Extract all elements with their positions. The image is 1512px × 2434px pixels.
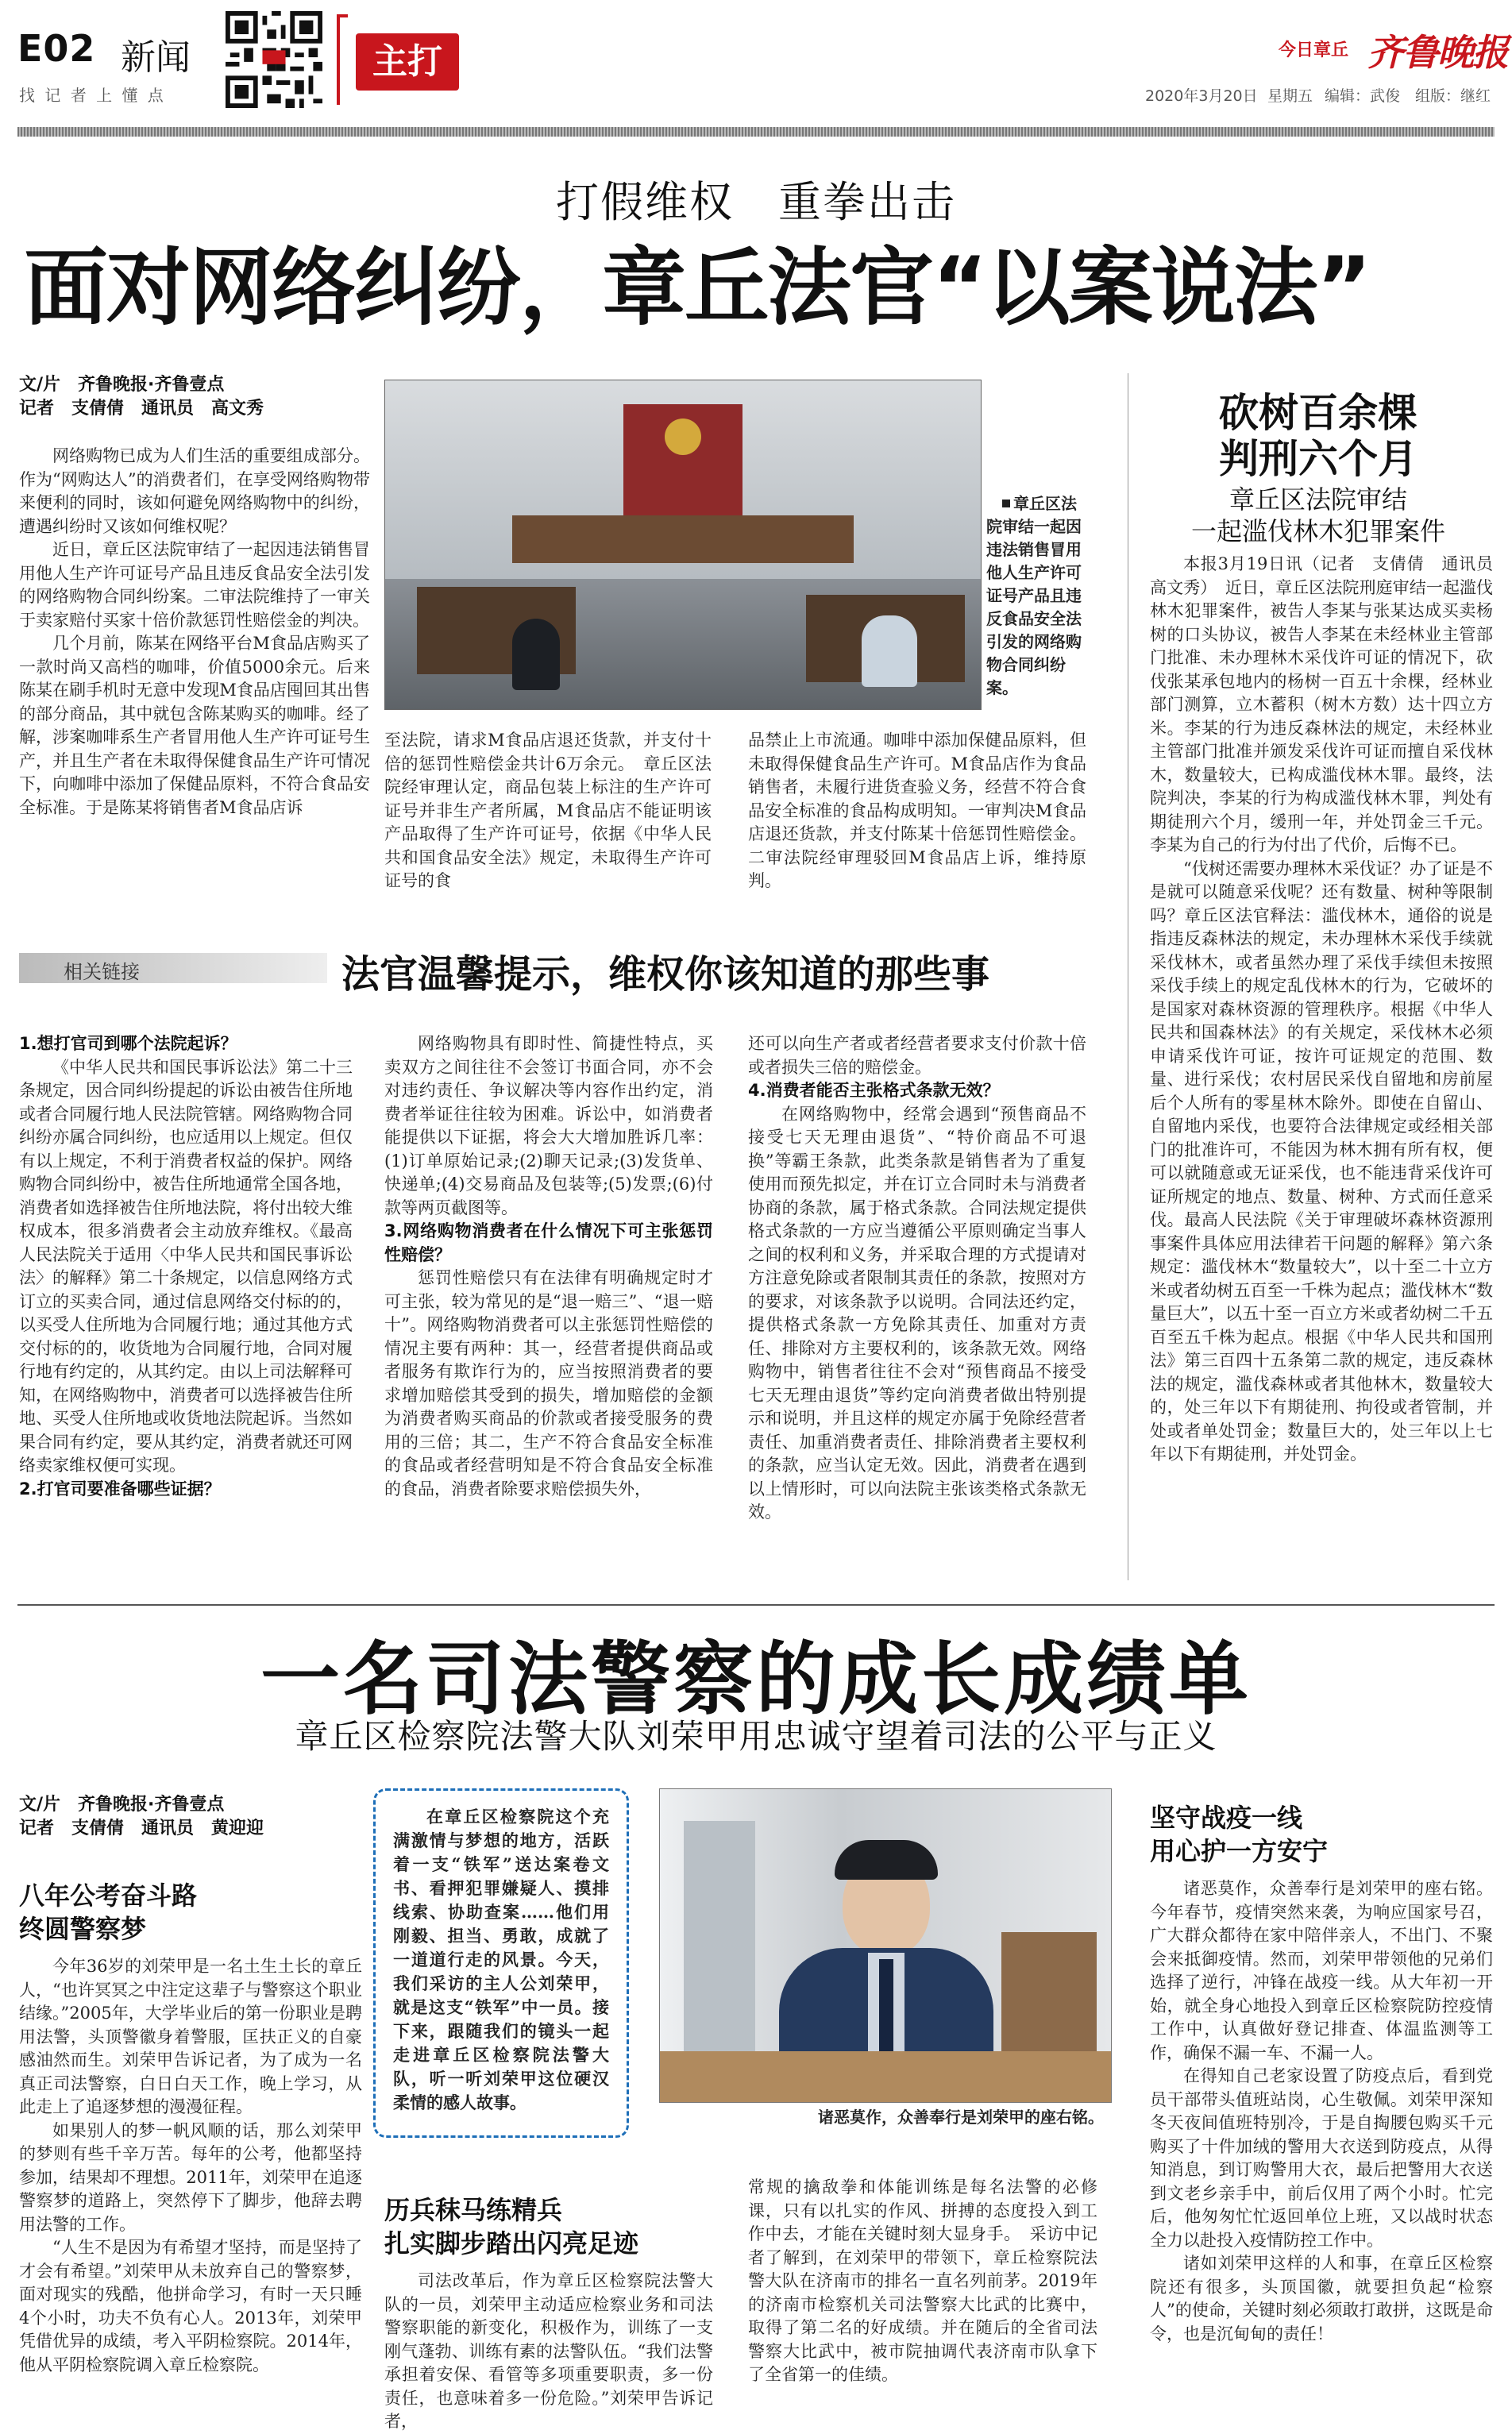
related-answer: 《中华人民共和国民事诉讼法》第二十三条规定，因合同纠纷提起的诉讼由被告住所地或者合同履行地人民法院管辖。网络购物合同纠纷亦属合同纠纷，也应适用以上规定。但仅有以上规定，不利于消费者权益的保护。网络购物合同纠纷中，被告住所地通常全国各地，消费者如选择被告住所地法院，将付出较大维权成本，很多消费者会主动放弃维权。《最高人民法院关于适用〈中华人民共和国民事诉讼法〉的解释》第二十条规定，以信息网络方式订立的买卖合同，通过信息网络交付标的的，以买受人住所地为合同履行地；通过其他方式交付标的的，收货地为合同履行地，合同对履行地有约定的，从其约定。由以上司法解释可知，在网络购物中，消费者可以选择被告住所地、买受人住所地或收货地法院起诉。当然如果合同有约定，要从其约定，消费者就还可网络卖家维权便可实现。	[19, 1057, 353, 1475]
page-number: E02	[17, 27, 96, 70]
header-subtitle: 找 记 者 上 懂 点	[19, 86, 166, 105]
related-answer: 还可以向生产者或者经营者要求支付价款十倍或者损失三倍的赔偿金。	[748, 1034, 1086, 1077]
story1-lead-para: 几个月前，陈某在网络平台M食品店购买了一款时尚又高档的咖啡，价值5000余元。后来陈某在刷手机时无意中发现M食品店囤回其出售的部分商品，其中就包含陈某购买的咖啡。经了解，涉案咖啡系生产者冒用他人生产许可证号生产，并且生产者在未取得保健食品生产许可情况下，向咖啡中添加了保健品原料，不符合食品安全标准。于是陈某将销售者M食品店诉	[19, 634, 370, 817]
story2-sec2-col2	[748, 2176, 1097, 2420]
story2-sec3-body	[1150, 1877, 1493, 2420]
caption-text: 章丘区法院审结一起因违法销售冒用他人生产许可证号产品且违反食品安全法引发的网络购物合同纠纷案。	[986, 494, 1082, 697]
story2-subhead: 章丘区检察院法警大队刘荣甲用忠诚守望着司法的公平与正义	[295, 1717, 1217, 1756]
story1-col2	[384, 729, 712, 897]
story2-sec2-col1	[384, 2270, 713, 2431]
story1-byline-line2: 记者 支倩倩 通讯员 高文秀	[19, 399, 264, 419]
story2-top-rule	[17, 1604, 1495, 1606]
story1-kicker: 打假维权 重拳出击	[556, 177, 956, 227]
story2-para: 诸如刘荣甲这样的人和事，在章丘区检察院还有很多，头顶国徽，就要担负起“检察人”的使命，关键时刻必须敢打敢拼，这既是命令，也是沉甸甸的责任！	[1150, 2254, 1493, 2343]
story2-sec3-title-2: 用心护一方安宁	[1150, 1836, 1329, 1866]
story2-byline-line2: 记者 支倩倩 通讯员 黄迎迎	[19, 1819, 264, 1838]
story1-headline: 面对网络纠纷，章丘法官“以案说法”	[24, 239, 1371, 337]
story2-para: 诸恶莫作，众善奉行是刘荣甲的座右铭。今年春节，疫情突然来袭，为响应国家号召，广大群众都待在家中陪伴亲人，不出门、不聚会来抵御疫情。然而，刘荣甲带领他的兄弟们选择了逆行，冲锋在战疫一线。从大年初一开始，就全身心地投入到章丘区检察院防控疫情工作中，认真做好登记排查、体温监测等工作，确保不漏一车、不漏一人。	[1150, 1879, 1493, 2062]
story1-col3	[748, 729, 1086, 897]
related-answer: 惩罚性赔偿只有在法律有明确规定时才可主张，较为常见的是“退一赔三”、“退一赔十”。网络购物消费者可以主张惩罚性赔偿的情况主要有两种：其一，经营者提供商品或者服务有欺诈行为的，应当按照消费者的要求增加赔偿其受到的损失，增加赔偿的金额为消费者购买商品的价款或者接受服务的费用的三倍；其二，生产不符合食品安全标准的食品或者经营明知是不符合食品安全标准的食品，消费者除要求赔偿损失外，	[384, 1268, 713, 1499]
story1-col2-text: 至法院，请求M食品店退还货款，并支付十倍的惩罚性赔偿金共计6万余元。 章丘区法院经审理认定，商品包装上标注的生产许可证号并非生产者所属，M食品店不能证明该产品取得了生产许可证号，依据《中华人民共和国食品安全法》规定，未取得生产许可证号的食	[384, 731, 712, 890]
today-label: 今日章丘	[1279, 41, 1349, 60]
officer-photo	[659, 1788, 1112, 2103]
story1-col3-text: 品禁止上市流通。咖啡中添加保健品原料，但未取得保健食品生产许可。M食品店作为食品销售者，未履行进货查验义务，经营不符合食品安全标准的食品构成明知。一审判决M食品店退还货款，并支付陈某十倍惩罚性赔偿金。二审法院经审理驳回M食品店上诉，维持原判。	[748, 731, 1086, 890]
side-story-title-1: 砍树百余棵	[1219, 390, 1418, 436]
story2-para: 常规的擒敌拳和体能训练是每名法警的必修课，只有以扎实的作风、拼搏的态度投入到工作中去，才能在关键时刻大显身手。 采访中记者了解到，在刘荣甲的带领下，章丘检察院法警大队在济南市的排名一直名列前茅。2019年的济南市检察机关司法警察大比武的比赛中，取得了第二名的好成绩。并在随后的全省司法警察大比武中，被市院抽调代表济南市队拿下了全省第一的佳绩。	[748, 2177, 1097, 2384]
courtroom-photo	[384, 380, 982, 710]
related-question: 2.打官司要准备哪些证据？	[19, 1479, 221, 1499]
story2-para: 如果别人的梦一帆风顺的话，那么刘荣甲的梦则有些千辛万苦。每年的公考，他都坚持参加，结果却不理想。2011年，刘荣甲在追逐警察梦的道路上，突然停下了脚步，他辞去聘用法警的工作。	[19, 2120, 362, 2234]
courtroom-photo-caption	[986, 492, 1086, 700]
section-bracket	[337, 14, 348, 105]
side-story-para: “伐树还需要办理林木采伐证？办了证是不是就可以随意采伐呢？还有数量、树种等限制吗？章丘区法官释法：滥伐林木，通俗的说是指违反森林法的规定，未办理林木采伐手续就采伐林木，或者虽然办理了采伐手续但未按照采伐手续上的规定乱伐林木的行为，它破坏的是国家对森林资源的管理秩序。根据《中华人民共和国森林法》的有关规定，采伐林木必须申请采伐许可证，按许可证规定的范围、数量、进行采伐；农村居民采伐自留地和房前屋后个人所有的零星林木除外。即使在自留山、自留地内采伐，也要符合法律规定或经相关部门的批准许可，不能因为林木拥有所有权，便可以就随意或无证采伐，也不能违背采伐许可证所规定的地点、数量、树种、方式而任意采伐。最高人民法院《关于审理破坏森林资源刑事案件具体应用法律若干问题的解释》第六条规定：滥伐林木“数量较大”，以十至二十立方米或者幼树五百至一千株为起点；滥伐林木“数量巨大”，以五十至一百立方米或者幼树二千五百至五千株为起点。根据《中华人民共和国刑法》第三百四十五条第二款的规定，违反森林法的规定，滥伐森林或者其他林木，数量较大的，处三年以下有期徒刑、拘役或者管制，并处或者单处罚金；数量巨大的，处三年以上七年以下有期徒刑，并处罚金。	[1150, 858, 1493, 1464]
story2-sec2-title-2: 扎实脚步踏出闪亮足迹	[384, 2228, 639, 2258]
story2-sec1-title-2: 终圆警察梦	[19, 1914, 147, 1944]
side-story-body	[1150, 553, 1510, 1585]
related-question: 3.网络购物消费者在什么情况下可主张惩罚性赔偿？	[384, 1221, 713, 1264]
side-story-subtitle-2: 一起滥伐林木犯罪案件	[1190, 516, 1445, 546]
story2-para: 今年36岁的刘荣甲是一名土生土长的章丘人，“也许冥冥之中注定这辈子与警察这个职业结缘。”2005年，大学毕业后的第一份职业是聘用法警，头顶警徽身着警服，匡扶正义的自豪感油然而生。刘荣甲告诉记者，为了成为一名真正司法警察，白日白天工作，晚上学习，从此走上了追逐梦想的漫漫征程。	[19, 1957, 362, 2116]
story2-headline: 一名司法警察的成长成绩单	[260, 1633, 1252, 1726]
side-story-para: 本报3月19日讯（记者 支倩倩 通讯员 高文秀） 近日，章丘区法院刑庭审结一起滥伐林木犯罪案件，被告人李某与张某达成买卖杨树的口头协议，被告人李某在未经林业主管部门批准、未办理林木采伐许可证的情况下，砍伐张某承包地内的杨树一百五十余棵，经林业部门测算，立木蓄积（树木方数）达十四立方米。李某的行为违反森林法的规定，未经林业主管部门批准并颁发采伐许可证而擅自采伐林木，数量较大，已构成滥伐林木罪。最终，法院判决，李某的行为构成滥伐林木罪，判处有期徒刑六个月，缓刑一年，并处罚金三千元。李某为自己的行为付出了代价，后悔不已。	[1150, 554, 1510, 854]
story1-byline-line1: 文/片 齐鲁晚报·齐鲁壹点	[19, 375, 225, 395]
header-rule	[17, 127, 1495, 137]
qr-code-icon	[226, 11, 322, 108]
story1-lead-para: 网络购物已成为人们生活的重要组成部分。作为“网购达人”的消费者们，在享受网络购物带来便利的同时，该如何避免网络购物中的纠纷，遭遇纠纷时又该如何维权呢？	[19, 446, 370, 536]
related-title: 法官温馨提示，维权你该知道的那些事	[341, 952, 990, 997]
side-story-subtitle-1: 章丘区法院审结	[1228, 484, 1407, 515]
issue-weekday: 星期五	[1267, 87, 1313, 105]
story2-sec2-title-1: 历兵秣马练精兵	[384, 2195, 563, 2225]
related-col3	[748, 1032, 1086, 1572]
section-name: 新闻	[121, 37, 191, 78]
story2-para: 在得知自己老家设置了防疫点后，看到党员干部带头值班站岗，心生敬佩。刘荣甲深知冬天夜间值班特别冷，于是自掏腰包购买千元购买了十件加绒的警用大衣送到防疫点，从得知消息，到订购警用大衣，最后把警用大衣送到文老乡亲手中，前后仅用了两个小时。忙完后，他匆匆忙忙返回单位上班，又以战时状态全力以赴投入疫情防控工作中。	[1150, 2066, 1493, 2250]
story1-byline	[19, 373, 368, 421]
related-question: 1.想打官司到哪个法院起诉？	[19, 1034, 237, 1053]
section-tag: 主打	[356, 33, 459, 91]
story1-lead-para: 近日，章丘区法院审结了一起因违法销售冒用他人生产许可证号产品且违反食品安全法引发的网络购物合同纠纷案。二审法院维持了一审关于卖家赔付买家十倍价款惩罚性赔偿金的判决。	[19, 540, 370, 630]
related-col2	[384, 1032, 713, 1572]
officer-photo-caption: 诸恶莫作，众善奉行是刘荣甲的座右铭。	[818, 2108, 1104, 2127]
brand-logo: 齐鲁晚报	[1367, 31, 1507, 74]
story2-sec1-body	[19, 1955, 362, 2419]
intro-box-text: 在章丘区检察院这个充满激情与梦想的地方，活跃着一支“铁军”送达案卷文书、看押犯罪嫌疑人、摸排线索、协助查案……他们用刚毅、担当、勇敢，成就了一道道行走的风景。今天，我们采访的主人公刘荣甲，就是这支“铁军”中一员。接下来，跟随我们的镜头一起走进章丘区检察院法警大队，听一听刘荣甲这位硬汉柔情的感人故事。	[393, 1807, 609, 2112]
story2-para: “人生不是因为有希望才坚持，而是坚持了才会有希望。”刘荣甲从未放弃自己的警察梦，面对现实的残酷，他拼命学习，有时一天只睡4个小时，功夫不负有心人。2013年，刘荣甲凭借优异的成绩，考入平阴检察院。2014年，他从平阴检察院调入章丘检察院。	[19, 2238, 362, 2374]
related-answer: 在网络购物中，经常会遇到“预售商品不接受七天无理由退货”、“特价商品不可退换”等霸王条款，此类条款是销售者为了重复使用而预先拟定，并在订立合同时未与消费者协商的条款，属于格式条款。合同法规定提供格式条款的一方应当遵循公平原则确定当事人之间的权利和义务，并采取合理的方式提请对方注意免除或者限制其责任的条款，按照对方的要求，对该条款予以说明。合同法还约定，提供格式条款一方免除其责任、加重对方责任、排除对方主要权利的，该条款无效。网络购物中，销售者往往不会对“预售商品不接受七天无理由退货”等约定向消费者做出特别提示和说明，并且这样的规定亦属于免除经营者责任、加重消费者责任、排除消费者主要权利的条款，应当认定无效。因此，消费者在遇到以上情形时，可以向法院主张该类格式条款无效。	[748, 1104, 1086, 1522]
story1-lead	[19, 445, 370, 896]
side-story-title-2: 判刑六个月	[1219, 436, 1418, 482]
story2-byline	[19, 1793, 368, 1841]
story2-sec1-title-1: 八年公考奋斗路	[19, 1880, 198, 1911]
related-label: 相关链接	[64, 961, 140, 983]
story2-sec3-title-1: 坚守战疫一线	[1150, 1803, 1303, 1833]
editor-credit: 编辑：武俊	[1325, 87, 1401, 105]
related-col1	[19, 1032, 353, 1572]
related-question: 4.消费者能否主张格式条款无效？	[748, 1081, 1000, 1100]
related-answer: 网络购物具有即时性、简捷性特点，买卖双方之间往往不会签订书面合同，亦不会对违约责任、争议解决等内容作出约定，消费者举证往往较为困难。诉讼中，如消费者能提供以下证据，将会大大增加胜诉几率：(1)订单原始记录;(2)聊天记录;(3)发货单、快递单;(4)交易商品及包装等;(5)发票;(6)付款等两页截图等。	[384, 1034, 713, 1217]
intro-box	[373, 1788, 629, 2138]
story2-byline-line1: 文/片 齐鲁晚报·齐鲁壹点	[19, 1795, 225, 1815]
story2-para: 司法改革后，作为章丘区检察院法警大队的一员，刘荣甲主动适应检察业务和司法警察职能的新变化，积极作为，训练了一支刚气蓬勃、训练有素的法警队伍。“我们法警承担着安保、看管等多项重要职责，多一份责任，也意味着多一份危险。”刘荣甲告诉记者，	[384, 2271, 713, 2431]
layout-credit: 组版：继红	[1415, 87, 1491, 105]
photo-caption-marker-icon	[1002, 500, 1010, 507]
issue-date: 2020年3月20日	[1145, 87, 1258, 105]
